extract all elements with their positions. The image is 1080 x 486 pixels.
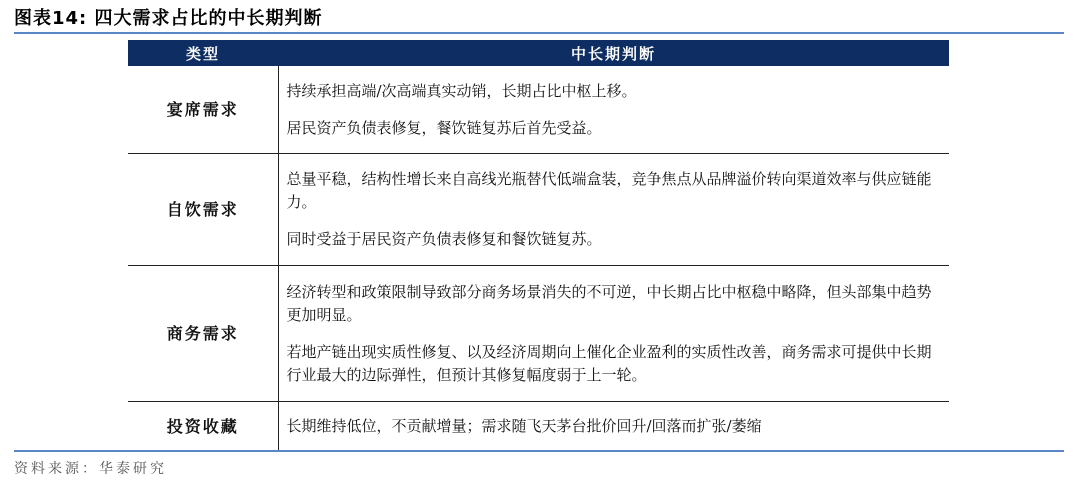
row-judgment (278, 154, 949, 266)
bottom-divider (14, 450, 1064, 452)
row-judgment (278, 266, 949, 402)
judgment-paragraph: 持续承担高端/次高端真实动销，长期占比中枢上移。 (286, 81, 637, 100)
table-row (128, 266, 949, 402)
figure-title: 图表14: 四大需求占比的中长期判断 (14, 8, 323, 29)
row-judgment (278, 66, 949, 154)
judgment-paragraph: 经济转型和政策限制导致部分商务场景消失的不可逆，中长期占比中枢稳中略降，但头部集中趋势更加明显。 (286, 282, 932, 324)
row-judgment (278, 402, 949, 451)
judgment-paragraph: 长期维持低位，不贡献增量；需求随飞天茅台批价回升/回落而扩张/萎缩 (286, 416, 762, 435)
judgment-paragraph: 若地产链出现实质性修复、以及经济周期向上催化企业盈利的实质性改善，商务需求可提供中长期行业最大的边际弹性，但预计其修复幅度弱于上一轮。 (286, 342, 932, 384)
row-type-label: 商务需求 (128, 266, 278, 402)
table-header-row (128, 40, 949, 66)
row-type-label: 自饮需求 (128, 154, 278, 266)
judgment-paragraph: 总量平稳，结构性增长来自高线光瓶替代低端盒装，竞争焦点从品牌溢价转向渠道效率与供应链能力。 (286, 170, 932, 211)
header-judgment: 中长期判断 (278, 40, 949, 66)
table-row (128, 66, 949, 154)
table-row (128, 154, 949, 266)
row-type-label: 投资收藏 (128, 402, 278, 451)
judgment-paragraph: 同时受益于居民资产负债表修复和餐饮链复苏。 (286, 230, 602, 248)
row-type-label: 宴席需求 (128, 66, 278, 154)
judgment-paragraph: 居民资产负债表修复，餐饮链复苏后首先受益。 (286, 118, 602, 137)
top-divider (14, 32, 1064, 34)
demand-judgment-table (128, 40, 949, 451)
source-note: 资料来源：华泰研究 (14, 461, 167, 477)
table-row (128, 402, 949, 451)
header-type: 类型 (128, 40, 278, 66)
